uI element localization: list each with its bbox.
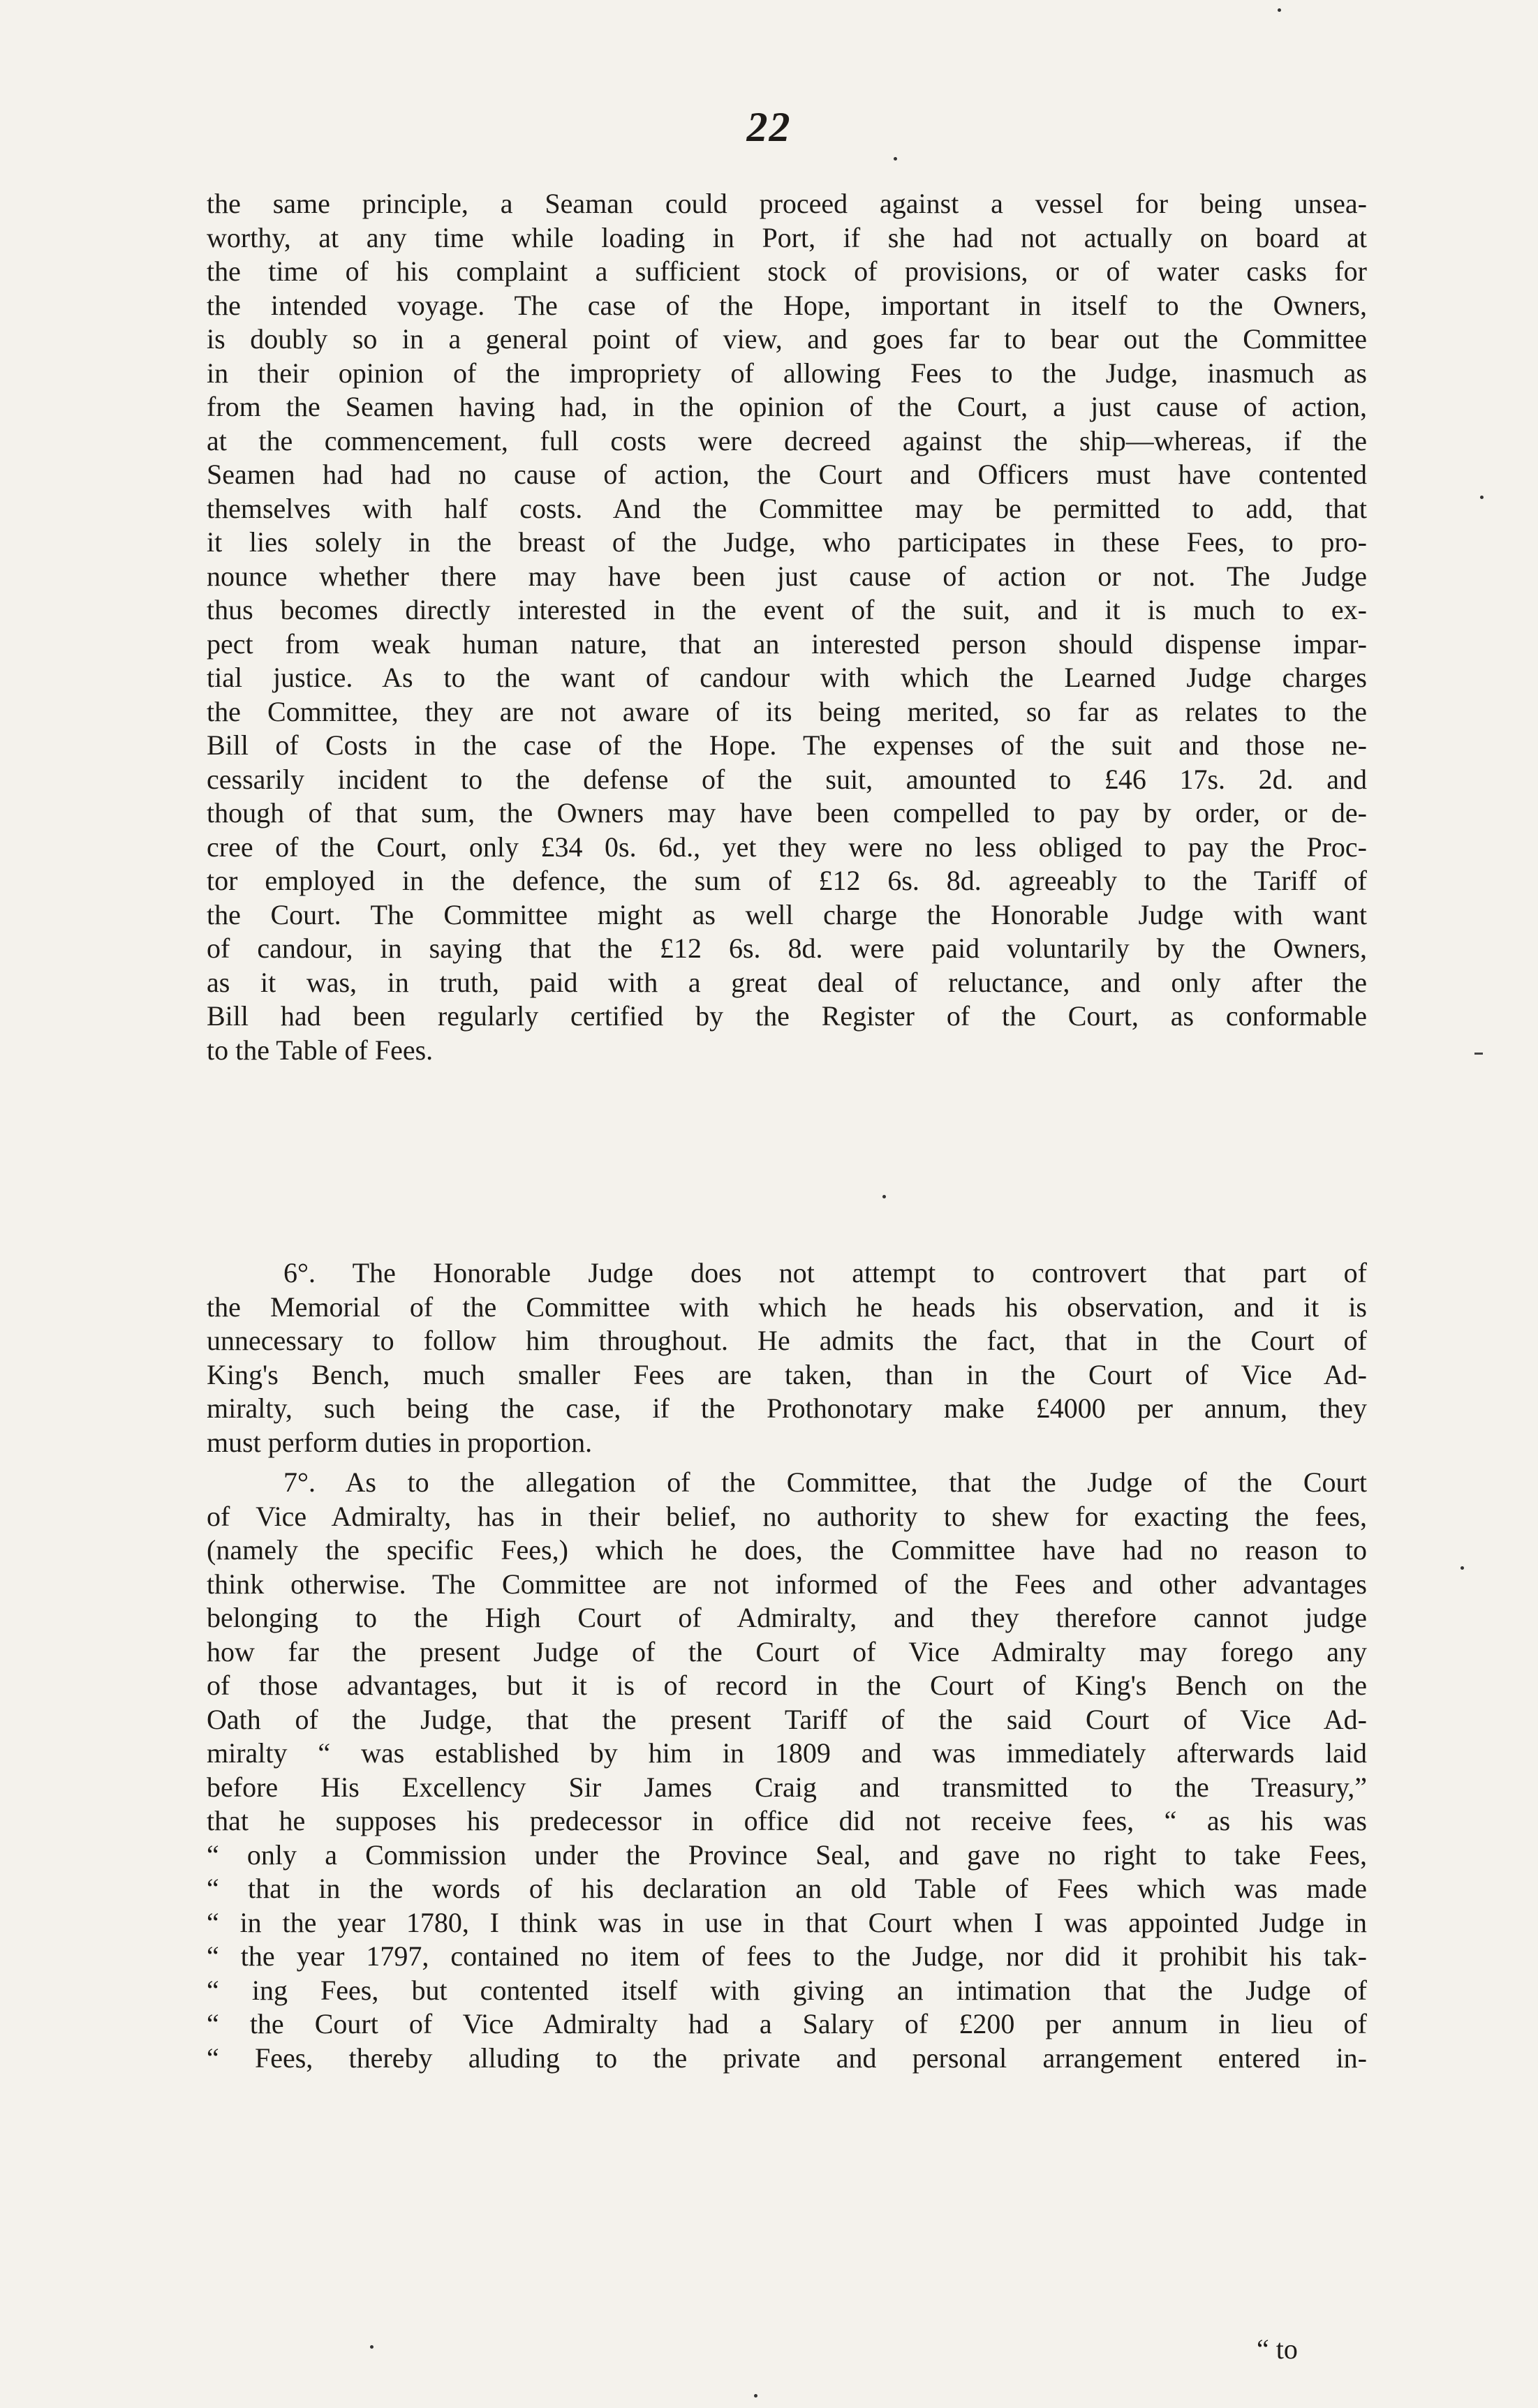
text-line: in their opinion of the impropriety of allowing Fees to the Judge, inasmuch as [207,357,1367,389]
scan-speck [882,1195,886,1198]
scan-speck [1480,496,1484,499]
text-line: “ the Court of Vice Admiralty had a Salary of £200 per annum in lieu of [207,2008,1367,2039]
text-line: themselves with half costs. And the Committee may be permitted to add, that [207,492,1367,524]
text-line: must perform duties in proportion. [207,1426,593,1458]
text-line: miralty, such being the case, if the Prothonotary make £4000 per annum, they [207,1392,1367,1424]
text-line: belonging to the High Court of Admiralty, and they therefore cannot judge [207,1602,1367,1633]
text-line: pect from weak human nature, that an interested person should dispense impar- [207,627,1367,660]
text-line: think otherwise. The Committee are not informed of the Fees and other advantages [207,1568,1367,1600]
text-line: Oath of the Judge, that the present Tariff of the said Court of Vice Ad- [207,1703,1367,1735]
scan-speck [754,2394,757,2398]
text-line: tor employed in the defence, the sum of £12 6s. 8d. agreeably to the Tariff of [207,865,1367,896]
scan-speck [1461,1566,1464,1570]
text-line: thus becomes directly interested in the event of the suit, and it is much to ex- [207,594,1367,625]
text-line: (namely the specific Fees,) which he does, the Committee have had no reason to [207,1534,1367,1566]
text-line: nounce whether there may have been just cause of action or not. The Judge [207,560,1367,592]
text-line: how far the present Judge of the Court of Vice Admiralty may forego any [207,1635,1367,1667]
text-line: though of that sum, the Owners may have been compelled to pay by order, or de- [207,797,1367,828]
text-line: Bill had been regularly certified by the Register of the Court, as conformable [207,1000,1367,1032]
text-line: miralty “ was established by him in 1809 and was immediately afterwards laid [207,1737,1367,1769]
scan-speck [1278,8,1281,12]
scan-speck [370,2345,374,2349]
text-line: the same principle, a Seaman could proceed against a vessel for being unsea- [207,188,1367,219]
text-line: cessarily incident to the defense of the suit, amounted to £46 17s. 2d. and [207,763,1367,795]
catchword: “ to [1257,2333,1298,2365]
page-number: 22 [746,104,792,150]
text-line: as it was, in truth, paid with a great deal of reluctance, and only after the [207,966,1367,998]
text-line: “ the year 1797, contained no item of fees to the Judge, nor did it prohibit his tak- [207,1940,1367,1972]
paragraph-sixth-point [207,1256,1367,1459]
text-line: that he supposes his predecessor in office did not receive fees, “ as his was [207,1805,1367,1836]
scan-speck [894,157,897,161]
paragraph-seventh-point [207,1466,1367,2075]
text-line: tial justice. As to the want of candour with which the Learned Judge charges [207,662,1367,693]
text-line: “ Fees, thereby alluding to the private and personal arrangement entered in- [207,2042,1367,2074]
text-line: the time of his complaint a sufficient stock of provisions, or of water casks for [207,255,1367,287]
text-line: the Memorial of the Committee with which he heads his observation, and it is [207,1291,1367,1323]
text-line: of candour, in saying that the £12 6s. 8d. were paid voluntarily by the Owners, [207,932,1367,964]
text-line: 7°. As to the allegation of the Committee, that the Judge of the Court [283,1466,1367,1498]
text-line: of those advantages, but it is of record in the Court of King's Bench on the [207,1670,1367,1701]
text-line: of Vice Admiralty, has in their belief, no authority to shew for exacting the fees, [207,1500,1367,1532]
text-line: at the commencement, full costs were decreed against the ship—whereas, if the [207,424,1367,456]
text-line: unnecessary to follow him throughout. He admits the fact, that in the Court of [207,1325,1367,1356]
text-line: “ in the year 1780, I think was in use in that Court when I was appointed Judge in [207,1906,1367,1938]
text-line: is doubly so in a general point of view, and goes far to bear out the Committee [207,323,1367,355]
text-line: to the Table of Fees. [207,1034,434,1066]
scan-mark [1474,1053,1483,1055]
text-line: the Committee, they are not aware of its being merited, so far as relates to the [207,695,1367,727]
text-line: Seamen had had no cause of action, the Court and Officers must have contented [207,459,1367,490]
text-line: from the Seamen having had, in the opinion of the Court, a just cause of action, [207,391,1367,422]
text-line: worthy, at any time while loading in Port, if she had not actually on board at [207,221,1367,253]
text-line: King's Bench, much smaller Fees are taken, than in the Court of Vice Ad- [207,1358,1367,1390]
text-line: “ ing Fees, but contented itself with giving an intimation that the Judge of [207,1974,1367,2006]
text-line: it lies solely in the breast of the Judge, who participates in these Fees, to pro- [207,526,1367,558]
paragraph-hope-case [207,187,1367,1067]
text-line: Bill of Costs in the case of the Hope. The expenses of the suit and those ne- [207,729,1367,761]
text-line: 6°. The Honorable Judge does not attempt to controvert that part of [283,1257,1367,1288]
text-line: “ that in the words of his declaration an old Table of Fees which was made [207,1873,1367,1904]
text-line: “ only a Commission under the Province Seal, and gave no right to take Fees, [207,1838,1367,1871]
text-line: cree of the Court, only £34 0s. 6d., yet they were no less obliged to pay the Proc- [207,831,1367,863]
text-line: before His Excellency Sir James Craig and transmitted to the Treasury,” [207,1771,1367,1803]
text-line: the Court. The Committee might as well charge the Honorable Judge with want [207,898,1367,930]
text-line: the intended voyage. The case of the Hope, important in itself to the Owners, [207,289,1367,321]
